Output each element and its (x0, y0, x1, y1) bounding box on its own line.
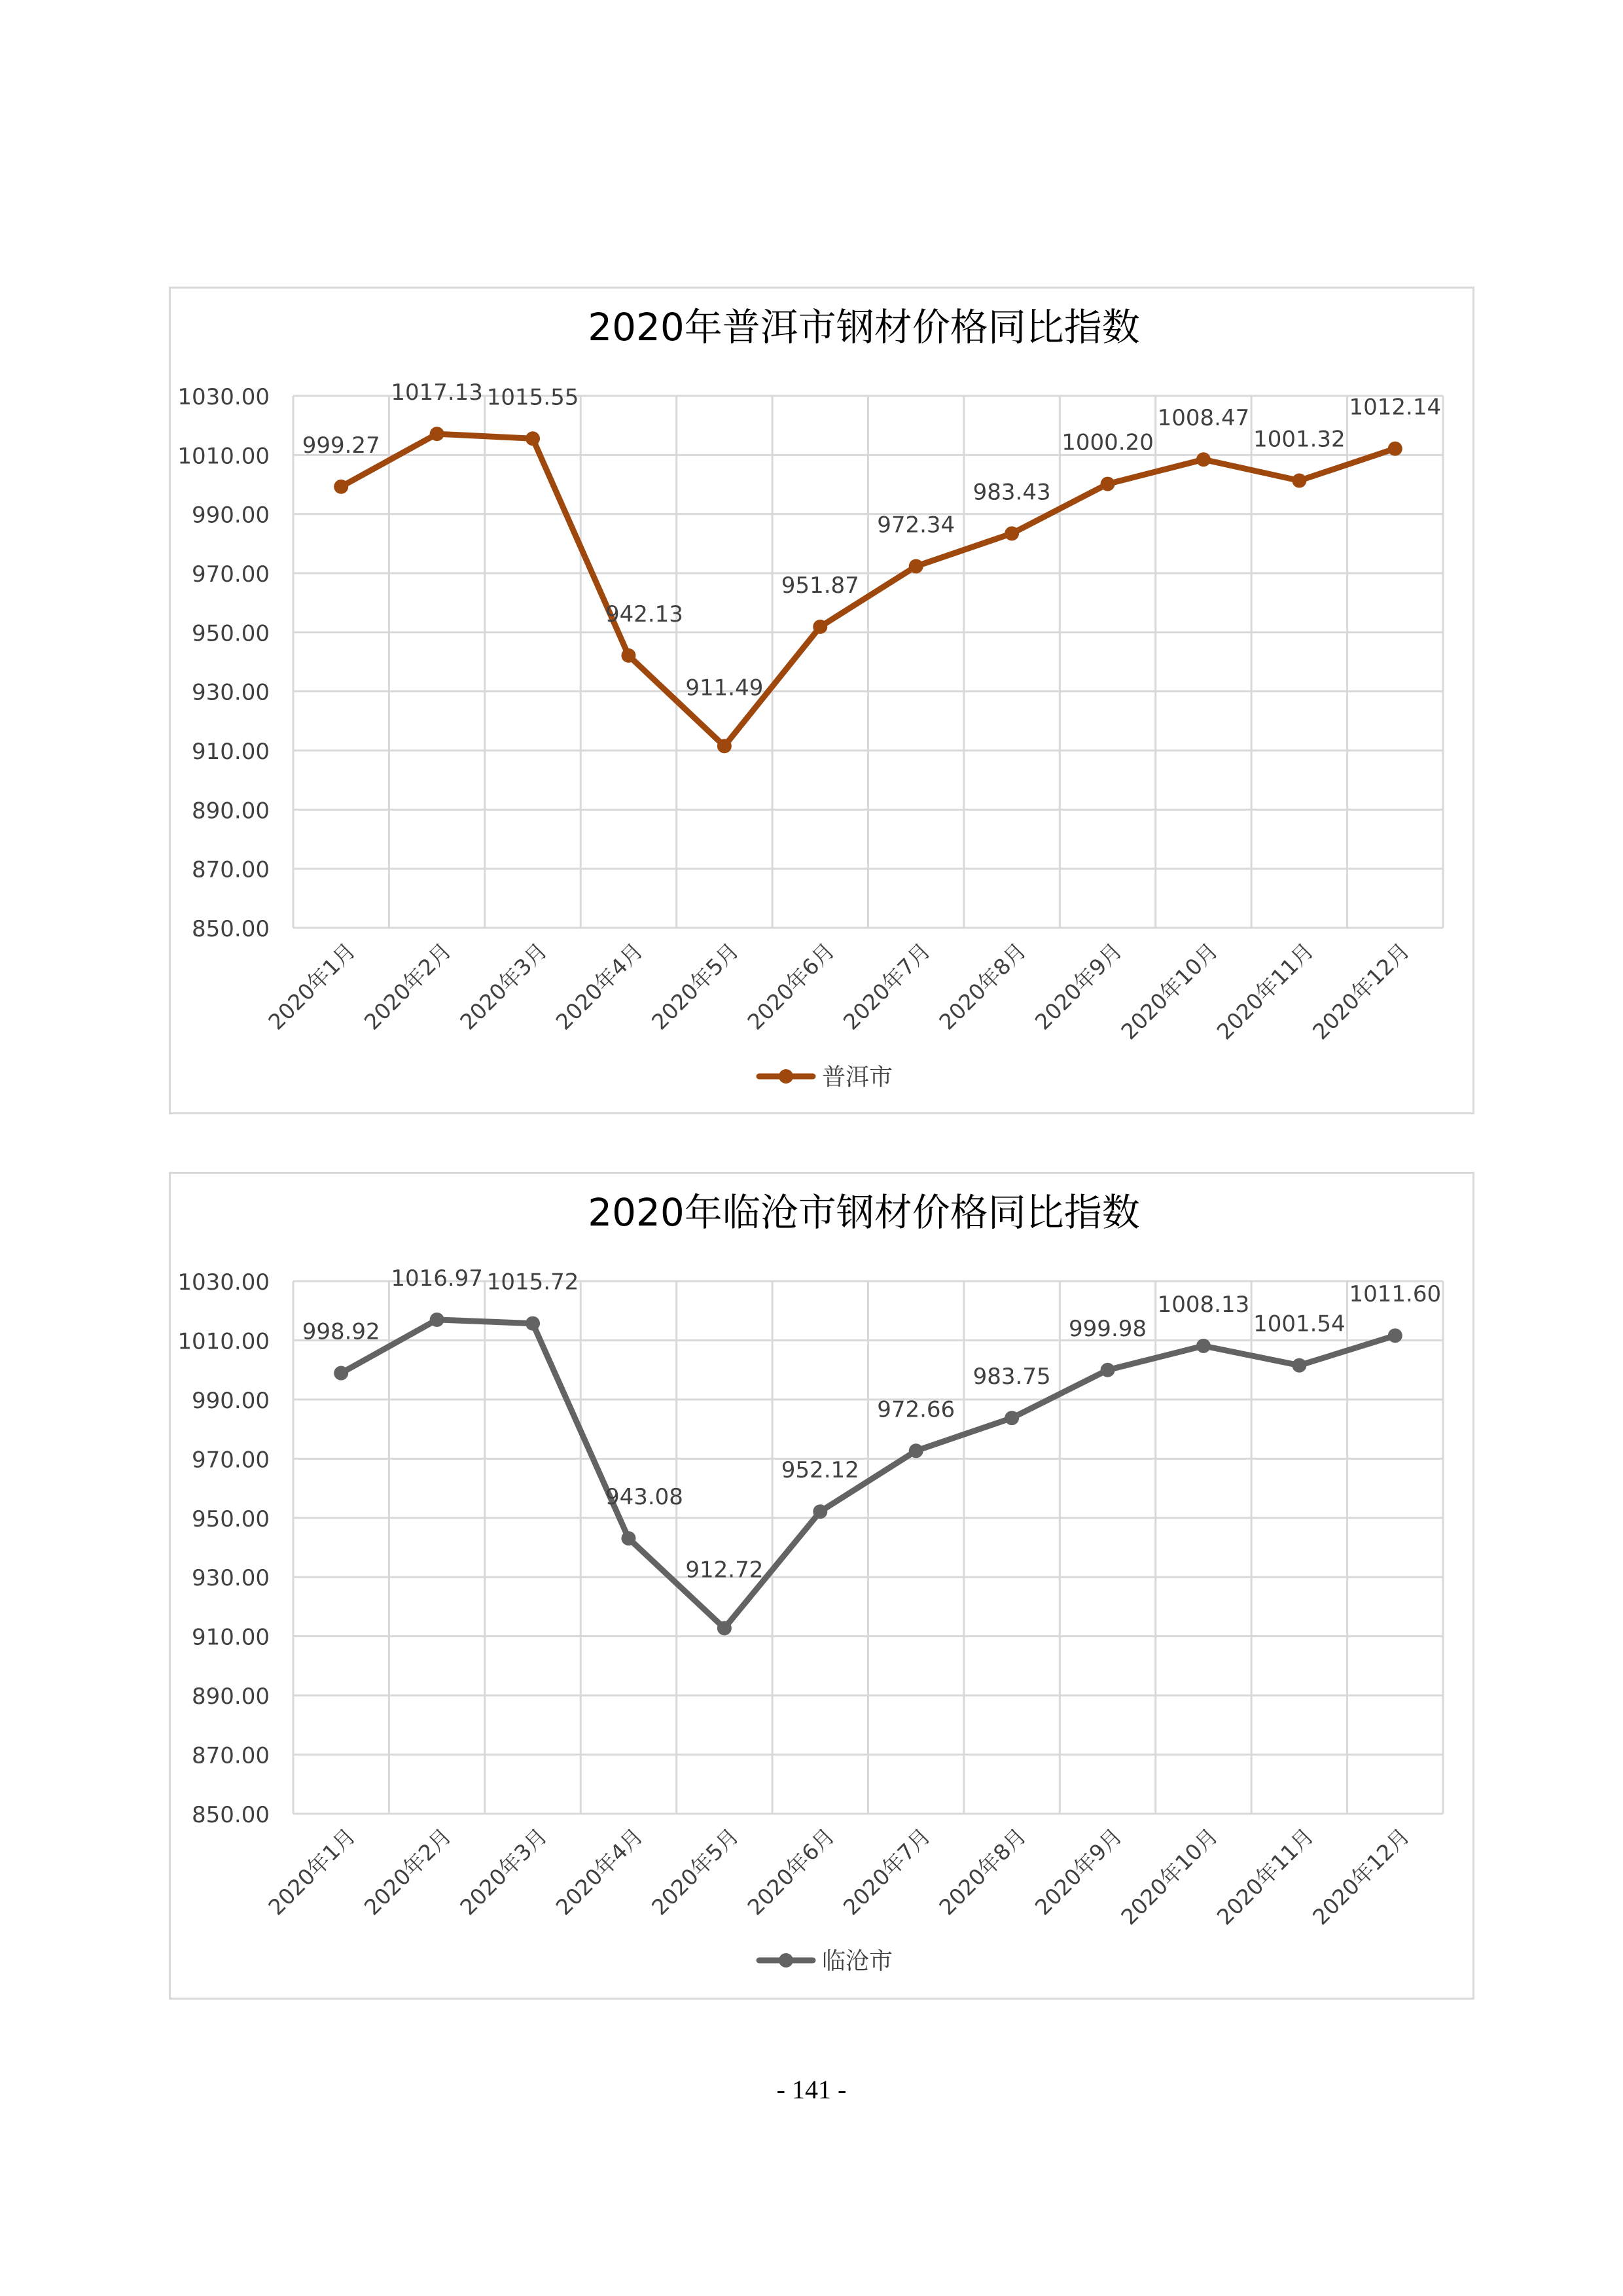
chart1-y-tick-label: 890.00 (192, 798, 270, 824)
chart2-x-tick-label: 2020年12月 (1308, 1823, 1415, 1930)
chart1-x-tick-label: 2020年2月 (359, 938, 457, 1035)
chart1-x-tick-label: 2020年9月 (1029, 938, 1128, 1035)
chart2-data-label: 912.72 (685, 1557, 764, 1583)
chart1-data-label: 951.87 (781, 572, 859, 599)
page-number: - 141 - (776, 2075, 847, 2104)
chart1-data-point (430, 427, 444, 441)
chart1-x-tick-label: 2020年8月 (934, 938, 1031, 1035)
chart1-data-point (1101, 477, 1115, 491)
chart1-y-tick-label: 1010.00 (177, 443, 270, 470)
chart1-x-tick-label: 2020年4月 (550, 938, 649, 1035)
chart1-data-point (1005, 526, 1019, 540)
chart1-data-point (813, 620, 827, 634)
chart1-data-point (1196, 452, 1211, 467)
chart1-title: 2020年普洱市钢材价格同比指数 (588, 305, 1140, 349)
chart1-data-label: 1012.14 (1349, 394, 1442, 421)
chart2-data-label: 1001.54 (1253, 1311, 1346, 1337)
chart1-x-tick-label: 2020年7月 (838, 938, 936, 1035)
chart2-x-tick-label: 2020年9月 (1029, 1823, 1128, 1920)
chart2-x-tick-label: 2020年2月 (359, 1823, 457, 1920)
chart2-data-point (1005, 1411, 1019, 1425)
chart2-x-tick-label: 2020年1月 (263, 1823, 361, 1920)
chart1-x-tick-label: 2020年3月 (455, 938, 552, 1035)
chart2-data-point (430, 1313, 444, 1327)
chart1-y-tick-label: 990.00 (192, 502, 270, 529)
chart1-y-tick-label: 970.00 (192, 561, 270, 588)
chart1-data-point (1388, 442, 1402, 456)
chart1-data-label: 942.13 (605, 601, 683, 627)
chart2-data-label: 1016.97 (391, 1265, 483, 1292)
chart2-x-tick-label: 2020年11月 (1211, 1823, 1319, 1930)
chart1-data-label: 999.27 (302, 432, 380, 459)
chart2-data-label: 999.98 (1069, 1315, 1147, 1342)
chart2-y-tick-label: 870.00 (192, 1742, 270, 1769)
chart2-x-tick-label: 2020年7月 (838, 1823, 936, 1920)
chart1-data-point (1292, 474, 1306, 488)
chart2-x-tick-label: 2020年5月 (647, 1823, 744, 1920)
chart2-y-tick-label: 910.00 (192, 1624, 270, 1651)
chart2-y-tick-label: 970.00 (192, 1447, 270, 1474)
chart2-y-tick-label: 850.00 (192, 1802, 270, 1828)
chart1-x-tick-label: 2020年6月 (742, 938, 840, 1035)
chart2-x-tick-label: 2020年8月 (934, 1823, 1031, 1920)
chart2-data-label: 952.12 (781, 1457, 859, 1484)
chart2-data-point (813, 1504, 827, 1519)
chart1-data-label: 972.34 (877, 512, 955, 539)
chart1-data-label: 911.49 (685, 675, 764, 701)
chart1-data-label: 1000.20 (1061, 429, 1154, 456)
chart2-x-tick-label: 2020年6月 (742, 1823, 840, 1920)
chart1-x-tick-label: 2020年5月 (647, 938, 744, 1035)
chart2-y-tick-label: 930.00 (192, 1565, 270, 1592)
chart2-data-point (717, 1621, 732, 1635)
chart1-x-tick-label: 2020年12月 (1308, 938, 1415, 1045)
chart1-y-tick-label: 950.00 (192, 620, 270, 647)
chart2-data-label: 998.92 (302, 1318, 380, 1345)
chart1-data-label: 1017.13 (391, 380, 483, 406)
chart2-y-tick-label: 890.00 (192, 1684, 270, 1710)
chart1-data-label: 1008.47 (1157, 405, 1250, 432)
chart1-legend-marker (779, 1069, 793, 1084)
chart1-data-point (909, 559, 923, 573)
chart1-data-label: 983.43 (972, 479, 1051, 506)
chart2-data-point (1388, 1328, 1402, 1343)
chart1-y-tick-label: 930.00 (192, 679, 270, 706)
chart2-data-label: 1015.72 (486, 1269, 579, 1296)
chart2-y-tick-label: 950.00 (192, 1506, 270, 1532)
chart2-data-point (621, 1531, 635, 1545)
chart2-data-label: 1011.60 (1349, 1281, 1442, 1308)
chart1-y-tick-label: 850.00 (192, 916, 270, 942)
chart2-data-label: 972.66 (877, 1396, 955, 1423)
chart1-x-tick-label: 2020年11月 (1211, 938, 1319, 1045)
chart2-data-point (909, 1443, 923, 1458)
chart1-legend-label: 普洱市 (822, 1064, 893, 1091)
chart1-x-tick-label: 2020年10月 (1116, 938, 1223, 1045)
chart2-legend-marker (779, 1953, 793, 1968)
chart2-data-point (1101, 1363, 1115, 1377)
chart1-data-point (526, 431, 540, 446)
chart1-data-point (621, 648, 635, 663)
chart2-data-label: 983.75 (972, 1364, 1051, 1390)
chart2-data-label: 1008.13 (1157, 1291, 1250, 1318)
chart2-y-tick-label: 990.00 (192, 1387, 270, 1414)
chart2-data-point (1292, 1358, 1306, 1373)
chart2-y-tick-label: 1030.00 (177, 1269, 270, 1296)
chart1-y-tick-label: 910.00 (192, 739, 270, 765)
chart2-data-label: 943.08 (605, 1484, 683, 1511)
chart2-title: 2020年临沧市钢材价格同比指数 (588, 1190, 1140, 1235)
chart2-x-tick-label: 2020年10月 (1116, 1823, 1223, 1930)
chart2-y-tick-label: 1010.00 (177, 1328, 270, 1355)
chart2-legend-label: 临沧市 (822, 1948, 893, 1975)
chart1-data-label: 1015.55 (486, 384, 579, 411)
chart1-x-tick-label: 2020年1月 (263, 938, 361, 1035)
chart1-y-tick-label: 870.00 (192, 857, 270, 883)
chart1-data-point (717, 739, 732, 753)
chart1-y-tick-label: 1030.00 (177, 384, 270, 410)
chart2-data-point (1196, 1339, 1211, 1353)
chart2-data-point (526, 1316, 540, 1331)
chart2-x-tick-label: 2020年3月 (455, 1823, 552, 1920)
chart1-data-label: 1001.32 (1253, 426, 1346, 453)
chart2-x-tick-label: 2020年4月 (550, 1823, 649, 1920)
chart2-data-point (334, 1366, 348, 1381)
chart1-data-point (334, 480, 348, 494)
